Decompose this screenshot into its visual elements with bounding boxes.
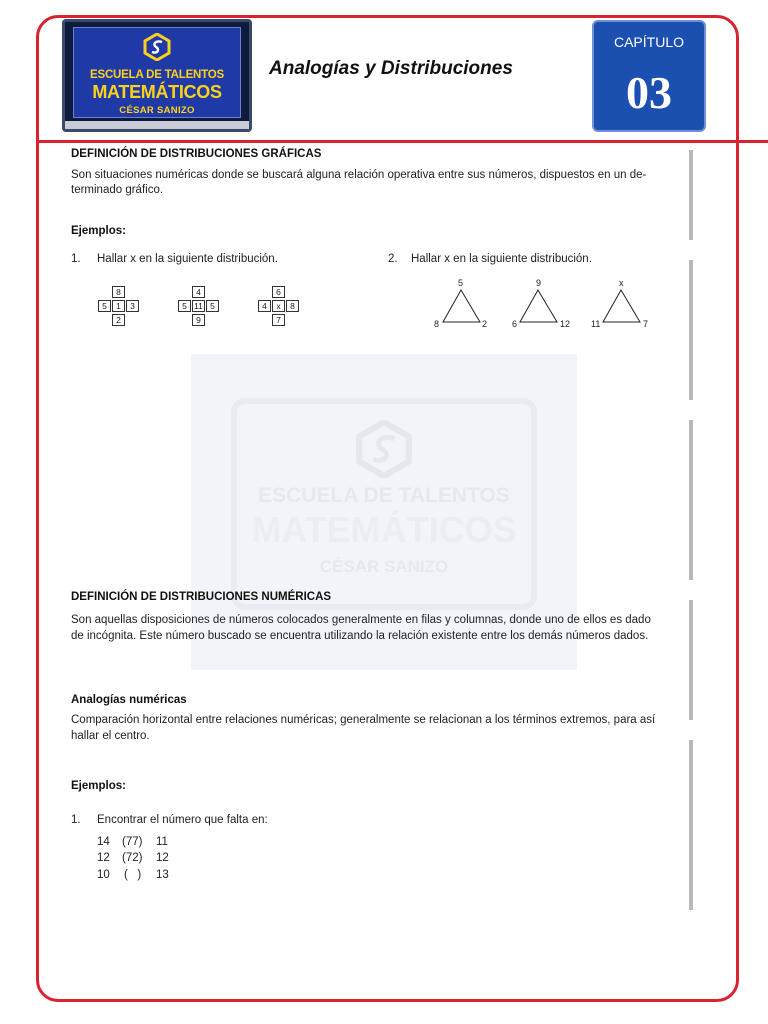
cross-cell: 5 xyxy=(98,300,111,312)
cross-cell: 4 xyxy=(258,300,271,312)
logo-screen xyxy=(73,27,241,118)
example-number: 1. xyxy=(71,253,81,265)
examples-label: Ejemplos: xyxy=(71,780,126,792)
watermark-line-1: ESCUELA DE TALENTOS xyxy=(258,484,510,507)
logo-line-2: MATEMÁTICOS xyxy=(92,82,222,102)
analogy-right: 12 xyxy=(156,852,169,864)
triangle-right-label: 12 xyxy=(560,319,571,329)
hexagon-logo-icon xyxy=(142,33,172,61)
cross-cell: 4 xyxy=(192,286,205,298)
triangle-shape xyxy=(603,290,640,322)
chapter-badge xyxy=(592,20,706,132)
cross-cell: 7 xyxy=(272,314,285,326)
school-logo xyxy=(62,19,252,132)
edge-text-strip xyxy=(686,140,696,940)
triangle-left-label: 8 xyxy=(434,319,440,329)
cross-cell: 8 xyxy=(112,286,125,298)
cross-cell: 5 xyxy=(178,300,191,312)
chapter-label: CAPÍTULO xyxy=(613,34,684,50)
example-number: 1. xyxy=(71,814,81,826)
watermark-line-3: CÉSAR SANIZO xyxy=(319,557,449,576)
watermark-hexagon-icon xyxy=(353,420,415,478)
example-text: Hallar x en la siguiente distribución. xyxy=(411,253,592,265)
page-title: Analogías y Distribuciones xyxy=(269,58,513,79)
chapter-number: 03 xyxy=(626,67,672,118)
analogy-middle: (72) xyxy=(122,852,143,864)
header-divider xyxy=(36,140,768,143)
section-text-line: Comparación horizontal entre relaciones numéricas; generalmente se relacionan a los términos extremos, para así xyxy=(71,714,656,726)
cross-cell: 1 xyxy=(112,300,125,312)
example-number: 2. xyxy=(388,253,398,265)
section-text-line: Son aquellas disposiciones de números colocados generalmente en filas y columnas, donde uno de ellos es dado xyxy=(71,614,651,626)
analogy-middle: (77) xyxy=(122,836,143,848)
logo-line-1: ESCUELA DE TALENTOS xyxy=(90,69,224,81)
logo-stand xyxy=(65,121,249,129)
cross-cell: 3 xyxy=(126,300,139,312)
cross-cell: 8 xyxy=(286,300,299,312)
section-heading-numericas: DEFINICIÓN DE DISTRIBUCIONES NUMÉRICAS xyxy=(71,591,332,603)
watermark-line-2: MATEMÁTICOS xyxy=(251,509,517,550)
cross-cell: 11 xyxy=(192,300,205,312)
cross-cell: 2 xyxy=(112,314,125,326)
triangle-shape xyxy=(443,290,480,322)
section-text-line: de incógnita. Este número buscado se encuentra utilizando la relación existente entre los demás números dados. xyxy=(71,630,649,642)
section-text-line: hallar el centro. xyxy=(71,730,150,742)
analogy-right: 13 xyxy=(156,869,169,881)
section-heading-analogias: Analogías numéricas xyxy=(71,694,187,706)
triangle-top-label: x xyxy=(619,278,624,288)
triangle-right-label: 7 xyxy=(643,319,649,329)
example-text: Hallar x en la siguiente distribución. xyxy=(97,253,278,265)
triangle-top-label: 9 xyxy=(536,278,542,288)
analogy-middle: ( ) xyxy=(124,869,142,881)
triangle-shape xyxy=(520,290,557,322)
cross-cell: 6 xyxy=(272,286,285,298)
example-text: Encontrar el número que falta en: xyxy=(97,814,268,826)
triangle-right-label: 2 xyxy=(482,319,488,329)
triangle-top-label: 5 xyxy=(458,278,464,288)
cross-cell: 5 xyxy=(206,300,219,312)
analogy-right: 11 xyxy=(156,836,168,848)
section-text-line: terminado gráfico. xyxy=(71,184,164,196)
triangle-left-label: 6 xyxy=(512,319,518,329)
cross-cell: x xyxy=(272,300,285,312)
triangles-drawing xyxy=(440,288,650,324)
section-heading-graficas: DEFINICIÓN DE DISTRIBUCIONES GRÁFICAS xyxy=(71,148,322,160)
analogy-left: 14 xyxy=(97,836,110,848)
examples-label: Ejemplos: xyxy=(71,225,126,237)
analogy-left: 12 xyxy=(97,852,110,864)
logo-line-3: CÉSAR SANIZO xyxy=(119,105,195,116)
section-text-line: Son situaciones numéricas donde se buscará alguna relación operativa entre sus números, dispuestos en un de- xyxy=(71,169,647,181)
cross-cell: 9 xyxy=(192,314,205,326)
triangle-left-label: 11 xyxy=(591,319,601,329)
analogy-left: 10 xyxy=(97,869,110,881)
